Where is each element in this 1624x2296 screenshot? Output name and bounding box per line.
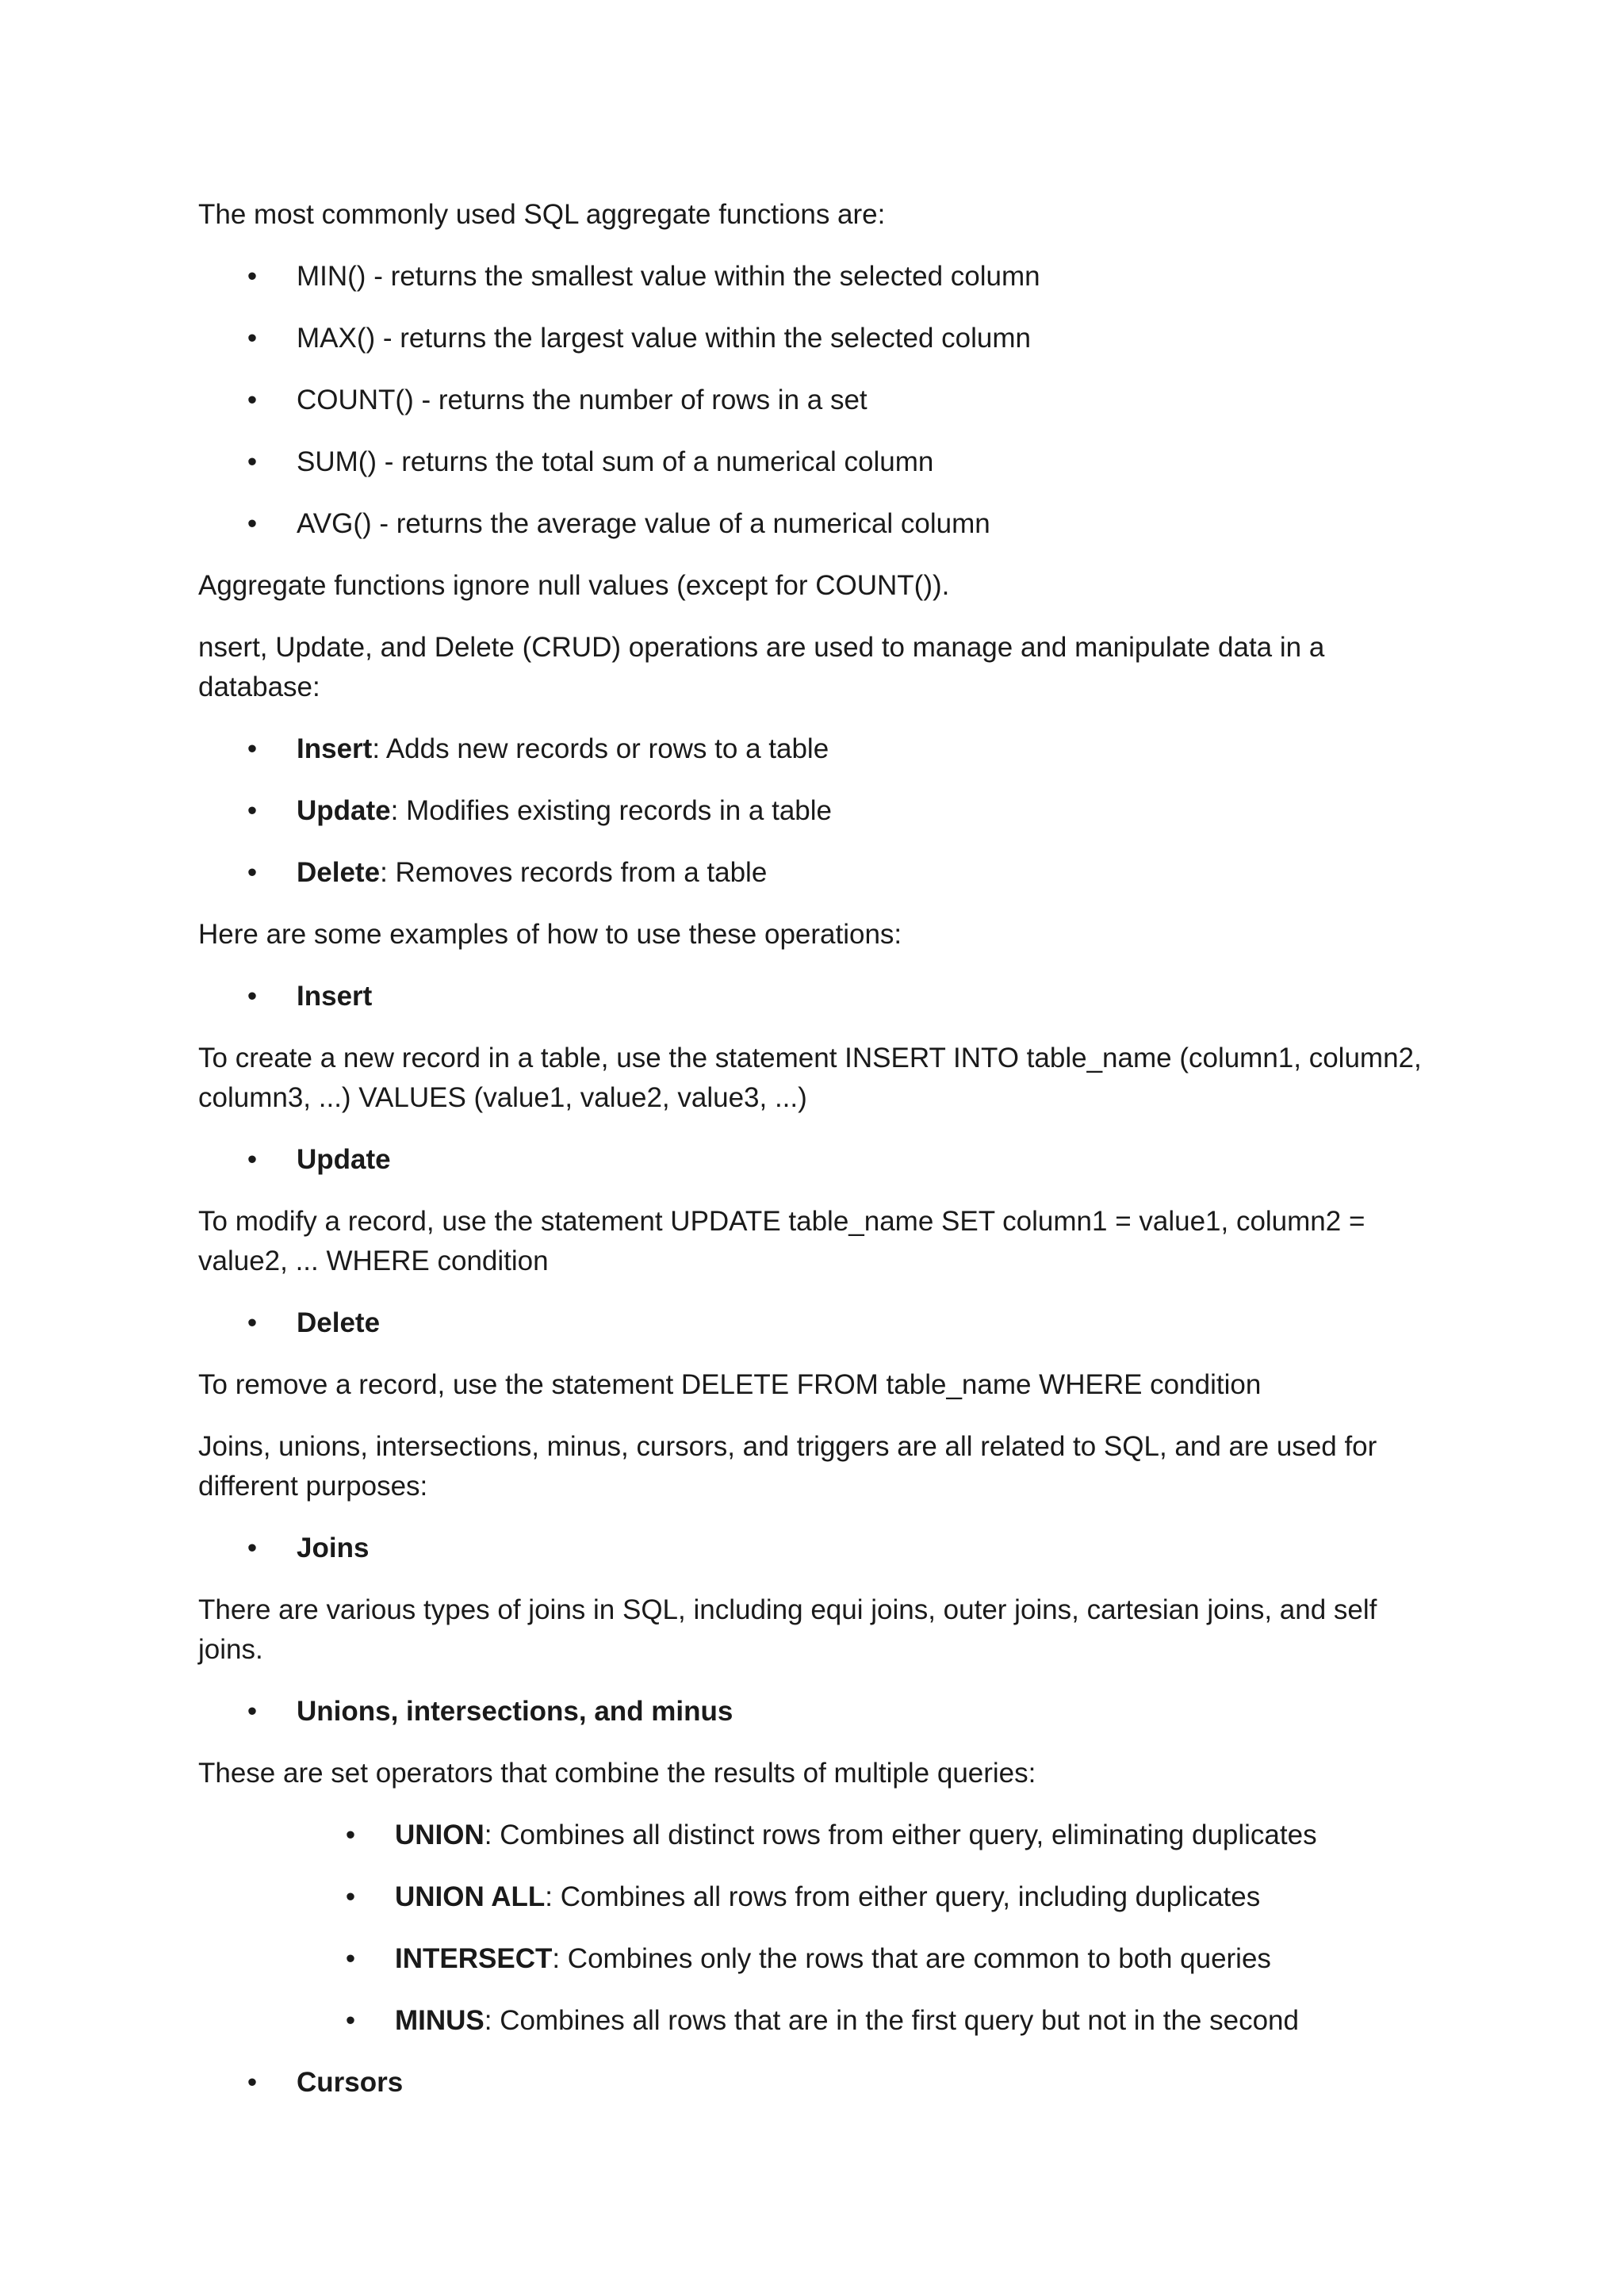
list-item: • SUM() - returns the total sum of a numerical column <box>198 442 1435 482</box>
bullet-icon: • <box>247 1533 258 1563</box>
example-heading-list <box>198 1140 1435 1180</box>
bullet-icon: • <box>247 385 258 415</box>
examples-intro: Here are some examples of how to use these operations: <box>198 919 902 950</box>
list-item: • MIN() - returns the smallest value within the selected column <box>198 257 1435 297</box>
bullet-icon: • <box>247 323 258 354</box>
term: UNION ALL <box>395 1881 546 1912</box>
bullet-icon: • <box>247 508 258 539</box>
bullet-icon: • <box>345 2005 356 2036</box>
bullet-icon: • <box>247 1307 258 1338</box>
example-heading-list <box>198 977 1435 1016</box>
bullet-icon: • <box>247 981 258 1012</box>
bullet-icon: • <box>345 1881 356 1912</box>
bullet-icon: • <box>247 261 258 292</box>
example-text: To modify a record, use the statement UPDATE table_name SET column1 = value1, column2 = value2, ... WHERE condition <box>198 1206 1365 1276</box>
bullet-icon: • <box>345 1820 356 1850</box>
term: Delete <box>297 857 381 888</box>
list-item: • MINUS: Combines all rows that are in the first query but not in the second <box>198 2001 1435 2041</box>
bullet-icon: • <box>247 446 258 477</box>
list-item: • INTERSECT: Combines only the rows that are common to both queries <box>198 1939 1435 1979</box>
section-heading-list <box>198 1529 1435 1568</box>
section-heading-list <box>198 1692 1435 1732</box>
bullet-icon: • <box>247 795 258 826</box>
joins-text: There are various types of joins in SQL, including equi joins, outer joins, cartesian joins, and self joins. <box>198 1594 1377 1665</box>
document-body <box>198 195 1435 2125</box>
bullet-icon: • <box>345 1943 356 1974</box>
crud-intro: nsert, Update, and Delete (CRUD) operations are used to manage and manipulate data in a database: <box>198 632 1325 702</box>
term: Update <box>297 795 391 826</box>
bullet-icon: • <box>247 733 258 764</box>
list-item: • Insert: Adds new records or rows to a table <box>198 729 1435 769</box>
example-heading-list <box>198 1303 1435 1343</box>
list-item: • COUNT() - returns the number of rows in a set <box>198 381 1435 420</box>
term: MINUS <box>395 2005 485 2036</box>
related-intro: Joins, unions, intersections, minus, cursors, and triggers are all related to SQL, and are used for different purposes: <box>198 1431 1377 1502</box>
term: Insert <box>297 733 373 764</box>
example-text: To remove a record, use the statement DELETE FROM table_name WHERE condition <box>198 1369 1262 1400</box>
aggregate-note: Aggregate functions ignore null values (except for COUNT()). <box>198 570 950 601</box>
section-heading-list <box>198 2063 1435 2103</box>
list-item: • Delete: Removes records from a table <box>198 853 1435 893</box>
sets-intro: These are set operators that combine the results of multiple queries: <box>198 1758 1036 1789</box>
list-item: • UNION: Combines all distinct rows from either query, eliminating duplicates <box>198 1816 1435 1855</box>
example-text: To create a new record in a table, use the statement INSERT INTO table_name (column1, column2, column3, ...) VALUES (value1, value2, value3, ...) <box>198 1043 1422 1113</box>
list-item: • AVG() - returns the average value of a numerical column <box>198 504 1435 544</box>
list-item: • MAX() - returns the largest value within the selected column <box>198 319 1435 358</box>
bullet-icon: • <box>247 857 258 888</box>
section-heading-joins: • Joins <box>198 1529 1435 1568</box>
section-heading-cursors: • Cursors <box>198 2063 1435 2103</box>
term: UNION <box>395 1820 485 1850</box>
bullet-icon: • <box>247 1144 258 1175</box>
bullet-icon: • <box>247 1696 258 1727</box>
aggregate-intro: The most commonly used SQL aggregate functions are: <box>198 199 886 230</box>
list-item: • UNION ALL: Combines all rows from either query, including duplicates <box>198 1877 1435 1917</box>
section-heading-sets: • Unions, intersections, and minus <box>198 1692 1435 1732</box>
term: INTERSECT <box>395 1943 553 1974</box>
aggregate-functions-list <box>198 257 1435 544</box>
example-heading: • Delete <box>198 1303 1435 1343</box>
example-heading: • Update <box>198 1140 1435 1180</box>
bullet-icon: • <box>247 2067 258 2098</box>
set-operators-list <box>198 1816 1435 2041</box>
crud-operations-list <box>198 729 1435 893</box>
example-heading: • Insert <box>198 977 1435 1016</box>
list-item: • Update: Modifies existing records in a table <box>198 791 1435 831</box>
